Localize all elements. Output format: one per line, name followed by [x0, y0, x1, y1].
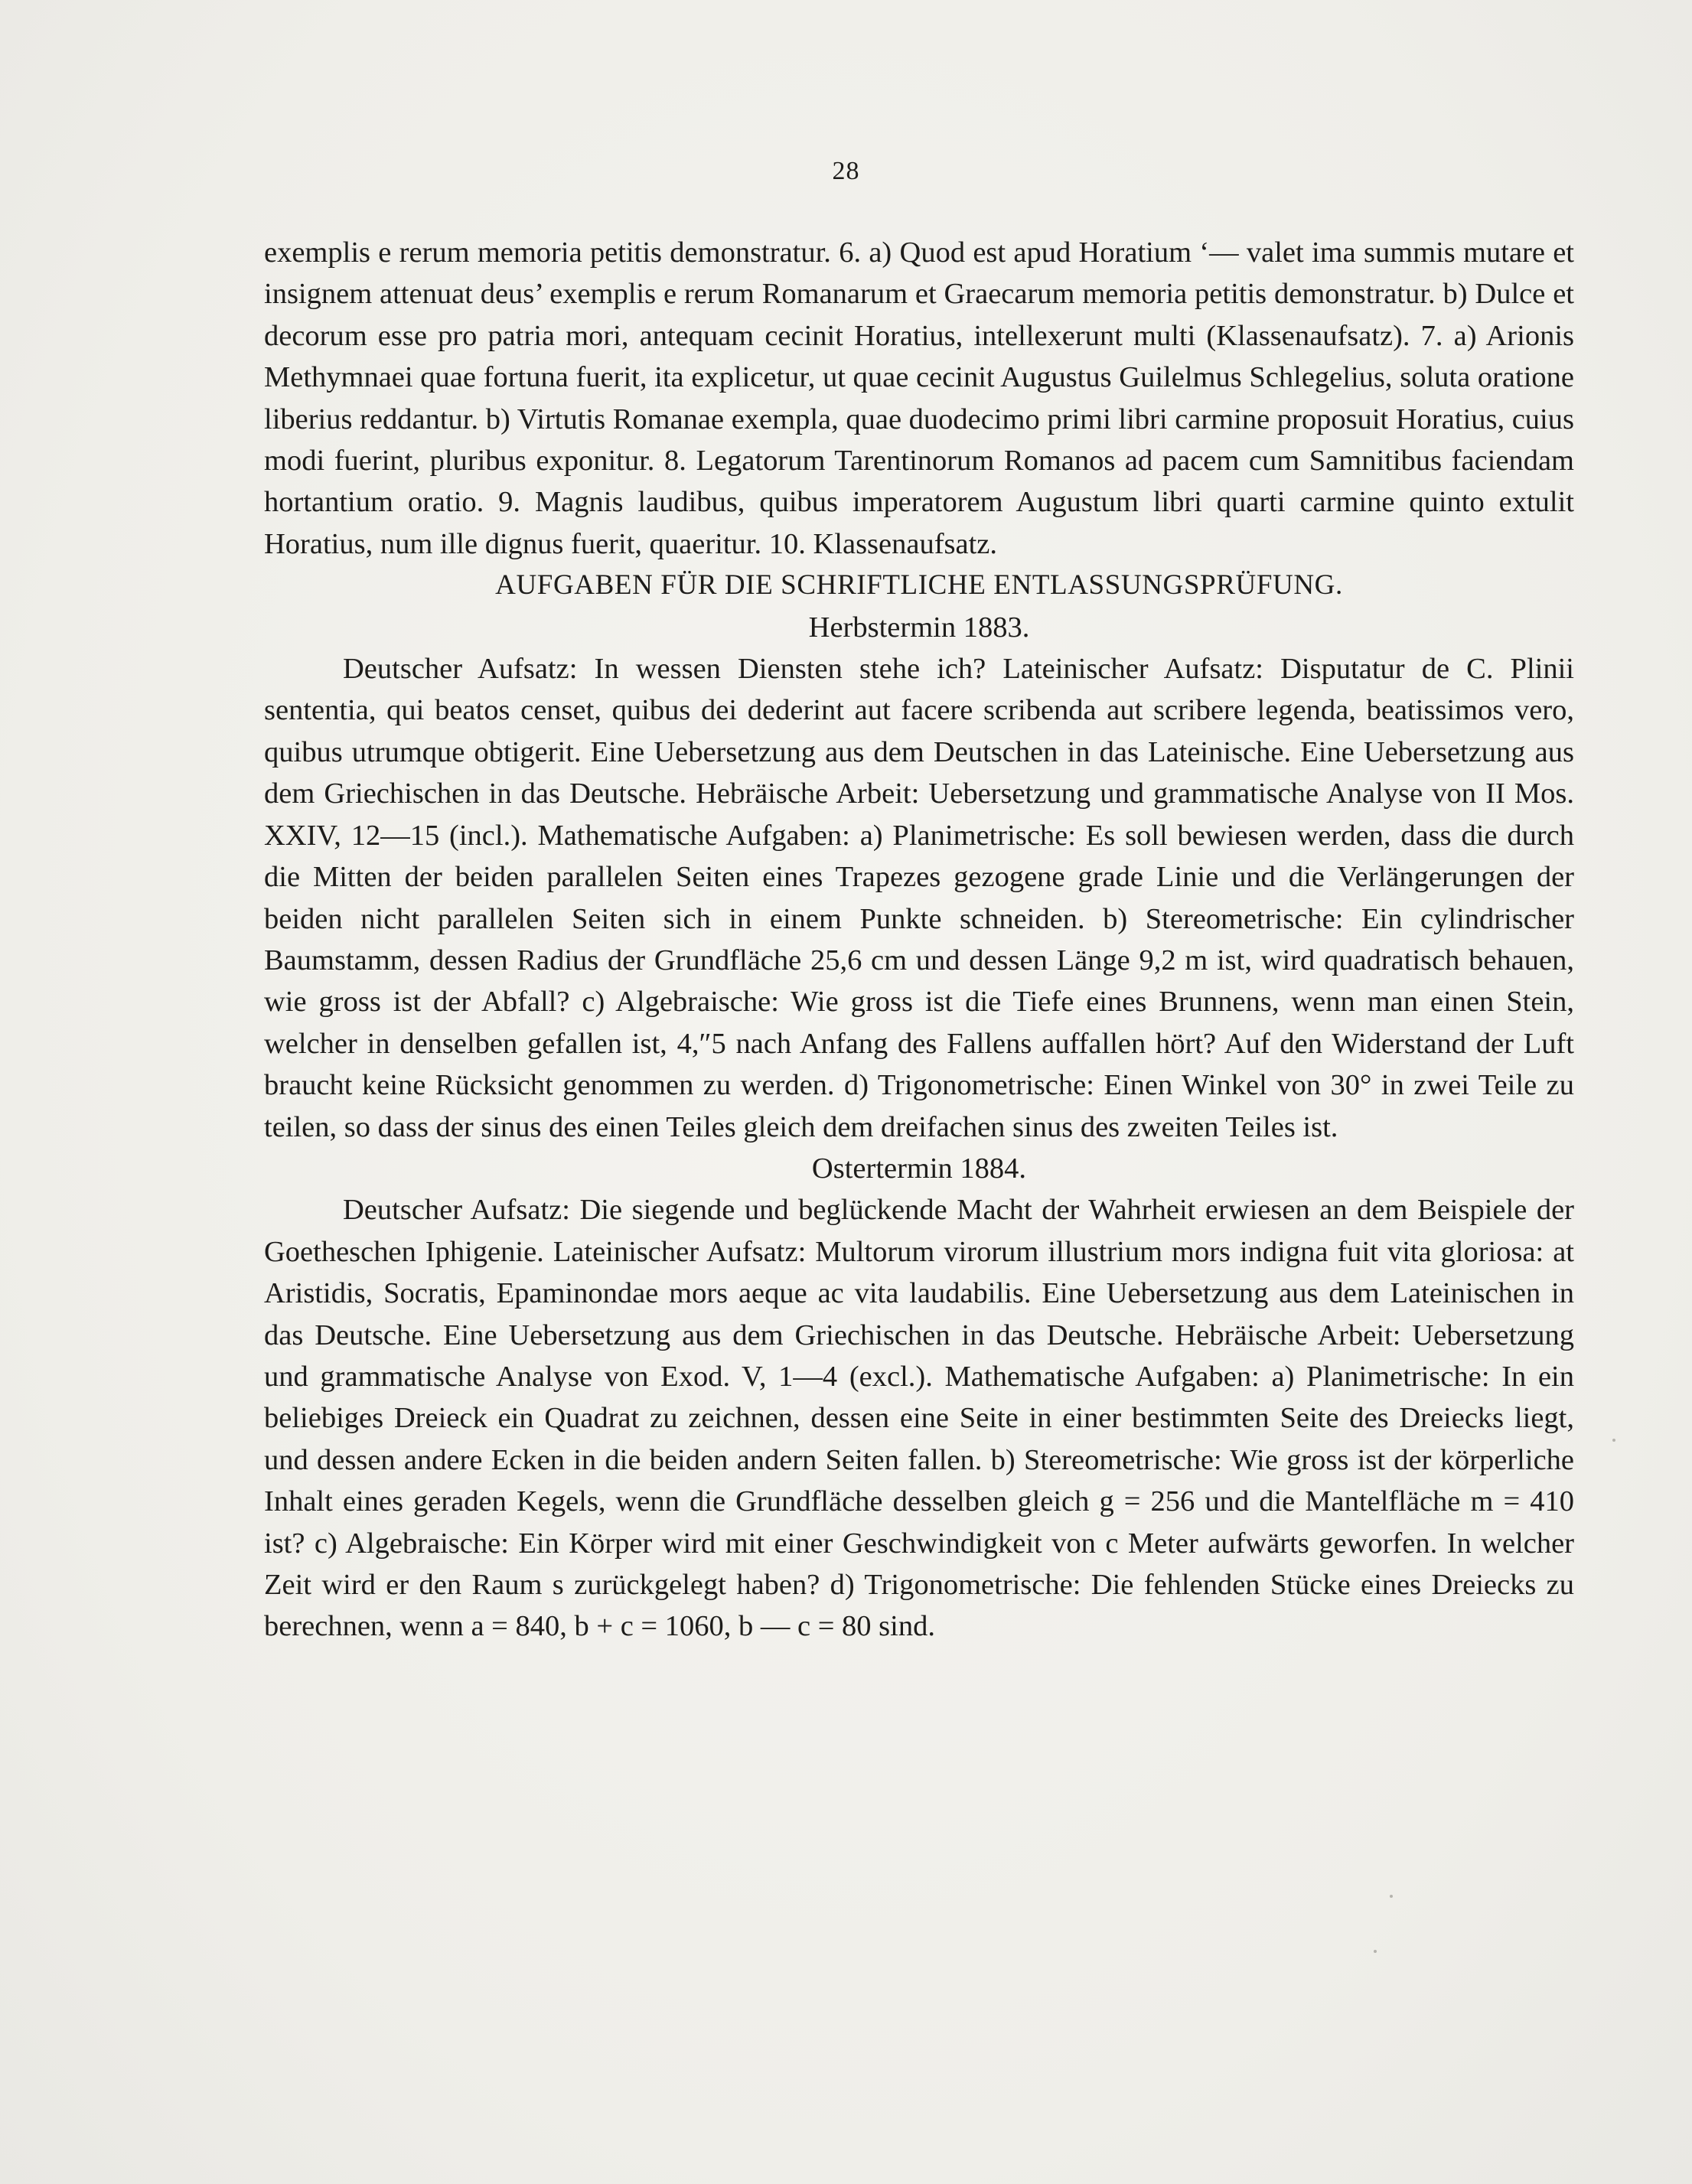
ostertermin-title: Ostertermin 1884.: [811, 1152, 1027, 1185]
ostertermin-paragraph: Deutscher Aufsatz: Die siegende und beglückende Macht der Wahrheit erwiesen an dem Beispiele der Goetheschen Iphigenie. Lateinischer Aufsatz: Multorum virorum illustrium mors indigna fuit vita gloriosa: at Aristidis, Socratis, Epaminondae mors aeque ac vita laudabilis. Eine Uebersetzung aus dem Lateinischen in das Deutsche. Eine Uebersetzung aus dem Griechischen in das Deutsche. Hebräische Arbeit: Uebersetzung und grammatische Analyse von Exod. V, 1—4 (excl.). Mathematische Aufgaben: a) Planimetrische: In ein beliebiges Dreieck ein Quadrat zu zeichnen, dessen eine Seite in einer bestimmten Seite des Dreiecks liegt, und dessen andere Ecken in die beiden andern Seiten fallen. b) Stereometrische: Wie gross ist der körperliche Inhalt eines geraden Kegels, wenn die Grundfläche desselben gleich g = 256 und die Mantelfläche m = 410 ist? c) Algebraische: Ein Körper wird mit einer Geschwindigkeit von c Meter aufwärts geworfen. In welcher Zeit wird er den Raum s zurückgelegt haben? d) Trigonometrische: Die fehlenden Stücke eines Dreiecks zu berechnen, wenn a = 840, b + c = 1060, b — c = 80 sind.: [264, 1194, 1574, 1643]
page-body: [264, 232, 1574, 1648]
scan-speck: [1390, 1895, 1393, 1898]
intro-paragraph: exemplis e rerum memoria petitis demonstratur. 6. a) Quod est apud Horatium ‘— valet ima summis mutare et insignem attenuat deus’ exemplis e rerum Romanarum et Graecarum memoria petitis demonstratur. b) Dulce et decorum esse pro patria mori, antequam cecinit Horatius, intellexerunt multi (Klassenaufsatz). 7. a) Arionis Methymnaei quae fortuna fuerit, ita explicetur, ut quae cecinit Augustus Guilelmus Schlegelius, soluta oratione liberius reddantur. b) Virtutis Romanae exempla, quae duodecimo primi libri carmine proposuit Horatius, cuius modi fuerint, pluribus exponitur. 8. Legatorum Tarentinorum Romanos ad pacem cum Samnitibus faciendam hortantium oratio. 9. Magnis laudibus, quibus imperatorem Augustum libri quarti carmine quinto extulit Horatius, num ille dignus fuerit, quaeritur. 10. Klassenaufsatz.: [264, 236, 1574, 560]
page-number: 28: [832, 157, 860, 185]
scan-speck: [1374, 1950, 1377, 1953]
scan-speck: [1612, 1439, 1615, 1442]
section-heading: AUFGABEN FÜR DIE SCHRIFTLICHE ENTLASSUNGSPRÜFUNG.: [495, 569, 1343, 601]
herbsttermin-title: Herbstermin 1883.: [808, 611, 1030, 644]
herbsttermin-paragraph: Deutscher Aufsatz: In wessen Diensten stehe ich? Lateinischer Aufsatz: Disputatur de C. Plinii sententia, qui beatos censet, quibus dei dederint aut facere scribenda aut scribere legenda, beatissimos vero, quibus utrumque obtigerit. Eine Uebersetzung aus dem Deutschen in das Lateinische. Eine Uebersetzung aus dem Griechischen in das Deutsche. Hebräische Arbeit: Uebersetzung und grammatische Analyse von II Mos. XXIV, 12—15 (incl.). Mathematische Aufgaben: a) Planimetrische: Es soll bewiesen werden, dass die durch die Mitten der beiden parallelen Seiten eines Trapezes gezogene grade Linie und die Verlängerungen der beiden nicht parallelen Seiten sich in einem Punkte schneiden. b) Stereometrische: Ein cylindrischer Baumstamm, dessen Radius der Grundfläche 25,6 cm und dessen Länge 9,2 m ist, wird quadratisch behauen, wie gross ist der Abfall? c) Algebraische: Wie gross ist die Tiefe eines Brunnens, wenn man einen Stein, welcher in denselben gefallen ist, 4,″5 nach Anfang des Fallens auffallen hört? Auf den Widerstand der Luft braucht keine Rücksicht genommen zu werden. d) Trigonometrische: Einen Winkel von 30° in zwei Teile zu teilen, so dass der sinus des einen Teiles gleich dem dreifachen sinus des zweiten Teiles ist.: [264, 653, 1574, 1143]
